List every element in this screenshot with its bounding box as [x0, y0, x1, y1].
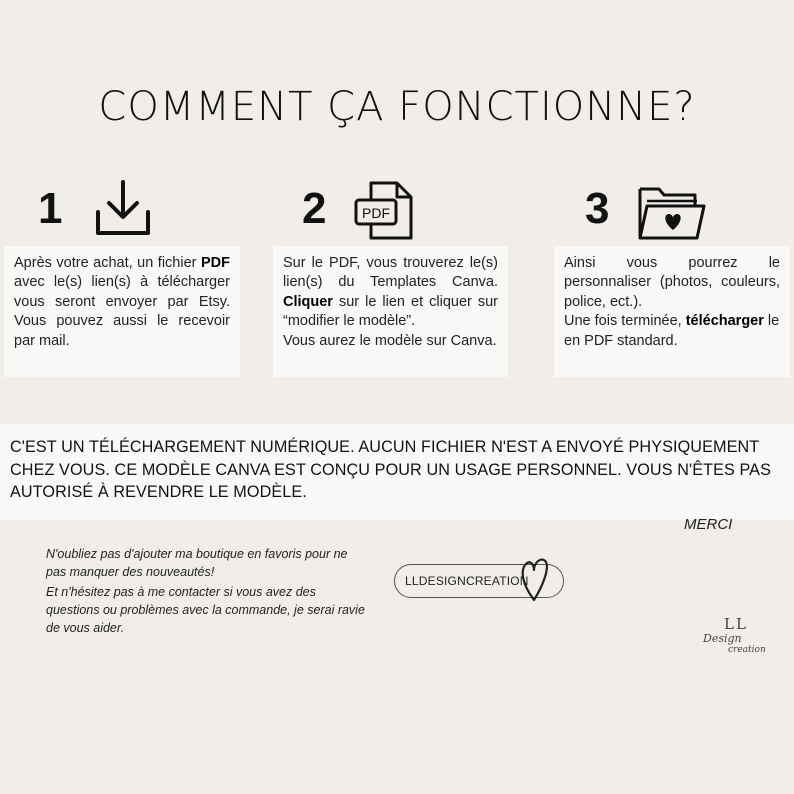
step-3-number: 3: [585, 184, 610, 233]
contact-note: Et n'hésitez pas à me contacter si vous avez des questions ou problèmes avec la commande, je serai ravie de vous aider.: [46, 585, 365, 635]
step-3-card: [554, 246, 790, 377]
merci-text: MERCI: [684, 516, 733, 533]
page-title: COMMENT ÇA FONCTIONNE?: [98, 84, 696, 130]
heart-icon: [518, 554, 550, 604]
logo-creation: creation: [728, 645, 766, 655]
pdf-icon-label: PDF: [362, 205, 390, 221]
step-2-card: [273, 246, 508, 377]
step-3-text-2: Une fois terminée, télécharger le en PDF standard.: [564, 313, 780, 349]
step-3-bold: télécharger: [685, 313, 764, 330]
step-2-number: 2: [302, 184, 327, 233]
step-1-bold: PDF: [201, 255, 230, 271]
step-1-text: Après votre achat, un fichier PDF avec le(s) lien(s) à télécharger vous seront envoyer par Etsy. Vous pouvez aussi le recevoir par mail.: [14, 255, 230, 349]
folder-heart-icon: [637, 184, 707, 242]
favorites-note: N'oubliez pas d'ajouter ma boutique en favoris pour ne pas manquer des nouveautés!: [46, 547, 348, 579]
shop-name: LLDESIGNCREATION: [405, 574, 529, 588]
step-1-card: [4, 246, 240, 377]
step-2-text-2: Vous aurez le modèle sur Canva.: [283, 332, 497, 349]
digital-download-notice: C'EST UN TÉLÉCHARGEMENT NUMÉRIQUE. AUCUN FICHIER N'EST A ENVOYÉ PHYSIQUEMENT CHEZ VOUS. CE MODÈLE CANVA EST CONÇU POUR UN USAGE PERSONNEL. VOUS N'ÊTES PAS AUTORISÉ À REVENDRE LE MODÈLE.: [0, 424, 794, 520]
download-icon: [95, 180, 151, 236]
step-1-number: 1: [38, 184, 63, 233]
step-2-bold: Cliquer: [283, 293, 333, 310]
logo-design: Design: [703, 632, 742, 645]
step-3-text: Ainsi vous pourrez le personnaliser (photos, couleurs, police, ect.).: [564, 255, 780, 310]
logo-initials: LL: [724, 615, 748, 633]
step-2-text: Sur le PDF, vous trouverez le(s) lien(s) du Templates Canva. Cliquer sur le lien et cliquer sur “modifier le modèle”.: [283, 255, 498, 330]
pdf-file-icon: [353, 180, 415, 242]
